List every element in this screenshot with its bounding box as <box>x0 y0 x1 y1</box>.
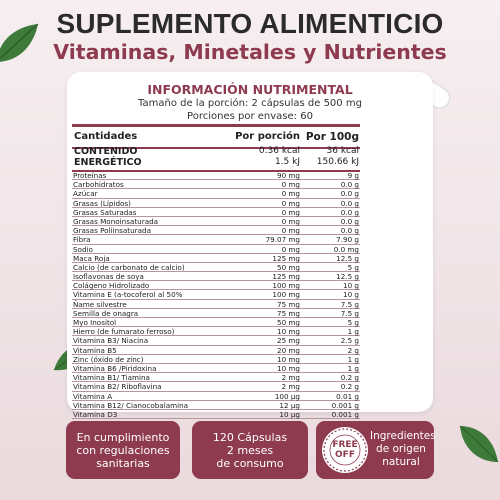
nutrient-portion: 100 µg <box>274 391 300 401</box>
table-row <box>72 382 360 391</box>
nutrient-name: Vitamina E (a-tocoferol al 50% <box>73 290 183 300</box>
nutrient-name: Carbohidratos <box>73 180 124 190</box>
energy-100g-kcal: 36 kcal <box>326 146 359 156</box>
table-row <box>72 401 360 410</box>
nutrient-per100: 0.0 g <box>340 226 359 236</box>
nutrient-per100: 2 g <box>347 345 359 355</box>
nutrient-per100: 0.0 g <box>340 198 359 208</box>
nutrient-name: Grasas (Lípidos) <box>73 198 131 208</box>
nutrient-name: Vitamina D3 <box>73 409 118 419</box>
table-row <box>72 392 360 401</box>
nutrient-portion: 20 mg <box>277 345 300 355</box>
nutrient-per100: 0.001 g <box>331 409 359 419</box>
nutrient-name: Hierro (de fumarato ferroso) <box>73 327 175 337</box>
table-row <box>72 189 360 198</box>
card-title: INFORMACIÓN NUTRIMENTAL <box>147 82 353 97</box>
table-row <box>72 410 360 419</box>
nutrient-portion: 2 mg <box>281 373 300 383</box>
nutrient-portion: 0 mg <box>281 180 300 190</box>
table-row <box>72 272 360 281</box>
table-row <box>72 208 360 217</box>
nutrient-name: Vitamina A <box>73 391 113 401</box>
nutrient-name: Colágeno Hidrolizado <box>73 281 150 291</box>
nutrient-name: Vitamina B1/ Tiamina <box>73 373 150 383</box>
nutrient-portion: 2 mg <box>281 382 300 392</box>
nutrient-name: Isoflavonas de soya <box>73 272 144 282</box>
nutrient-per100: 1 g <box>347 327 359 337</box>
table-row <box>72 309 360 318</box>
nutrient-per100: 7.90 g <box>336 235 359 245</box>
nutrient-per100: 0.0 g <box>340 189 359 199</box>
table-row <box>72 346 360 355</box>
nutrient-name: Vitamina B5 <box>73 345 117 355</box>
table-row <box>72 336 360 345</box>
table-row <box>72 245 360 254</box>
nutrient-per100: 5 g <box>347 318 359 327</box>
leaf-icon <box>456 422 500 466</box>
nutrient-per100: 0.0 mg <box>333 244 359 254</box>
nutrient-portion: 100 mg <box>272 290 300 300</box>
table-row <box>72 373 360 382</box>
free-off-badge: FREE OFF <box>322 427 368 473</box>
nutrient-name: Grasas Poliinsaturada <box>73 226 151 236</box>
table-row <box>72 327 360 336</box>
nutrient-per100: 7.5 g <box>340 308 359 318</box>
nutrient-per100: 2.5 g <box>340 336 359 346</box>
nutrient-name: Grasas Monoinsaturada <box>73 216 159 226</box>
nutrient-portion: 0 mg <box>281 226 300 236</box>
nutrient-portion: 10 mg <box>277 354 300 364</box>
nutrient-name: Myo Inositol <box>73 318 117 327</box>
col-name-header: Cantidades <box>74 131 138 142</box>
nutrient-portion: 50 mg <box>277 318 300 327</box>
table-row <box>72 318 360 327</box>
nutrient-per100: 1 g <box>347 354 359 364</box>
nutrient-per100: 12.5 g <box>336 253 359 263</box>
nutrient-table <box>72 171 360 419</box>
nutrient-per100: 0.01 g <box>336 391 359 401</box>
energy-100g-kj: 150.66 kJ <box>316 157 359 167</box>
col-portion-header: Por porción <box>235 131 300 142</box>
nutrient-per100: 0.2 g <box>340 373 359 383</box>
nutrient-portion: 79.07 mg <box>265 235 300 245</box>
nutrient-per100: 0.0 g <box>340 216 359 226</box>
nutrient-name: Semilla de onagra <box>73 308 139 318</box>
nutrient-name: Vitamina B2/ Riboflavina <box>73 382 162 392</box>
nutrient-portion: 10 mg <box>277 363 300 373</box>
nutrient-portion: 50 mg <box>277 262 300 272</box>
nutrient-portion: 0 mg <box>281 207 300 217</box>
nutrient-name: Proteínas <box>73 171 107 180</box>
serving-size: Tamaño de la porción: 2 cápsulas de 500 mg <box>138 98 362 109</box>
nutrient-per100: 10 g <box>343 281 359 291</box>
nutrient-portion: 10 µg <box>279 409 300 419</box>
nutrient-portion: 125 mg <box>272 253 300 263</box>
nutrient-portion: 75 mg <box>277 308 300 318</box>
nutrient-portion: 25 mg <box>277 336 300 346</box>
nutrient-name: Vitamina B3/ Niacina <box>73 336 149 346</box>
table-row <box>72 290 360 299</box>
nutrient-per100: 0.001 g <box>331 400 359 410</box>
table-row <box>72 300 360 309</box>
nutrient-per100: 0.0 g <box>340 207 359 217</box>
table-row <box>72 235 360 244</box>
nutrient-portion: 10 mg <box>277 327 300 337</box>
compliance-box: En cumplimiento con regulaciones sanitarias <box>66 421 180 479</box>
table-row <box>72 171 360 180</box>
nutrient-portion: 100 mg <box>272 281 300 291</box>
nutrient-portion: 0 mg <box>281 244 300 254</box>
nutrient-portion: 125 mg <box>272 272 300 282</box>
nutrient-name: Sodio <box>73 244 93 254</box>
nutrient-portion: 75 mg <box>277 299 300 309</box>
table-row <box>72 226 360 235</box>
table-row <box>72 199 360 208</box>
nutrient-portion: 12 µg <box>279 400 300 410</box>
table-row <box>72 254 360 263</box>
page-title: SUPLEMENTO ALIMENTICIO <box>56 8 444 39</box>
energy-portion-kcal: 0.36 kcal <box>258 146 300 156</box>
table-row <box>72 355 360 364</box>
nutrient-portion: 0 mg <box>281 198 300 208</box>
nutrient-per100: 12.5 g <box>336 272 359 282</box>
table-row <box>72 281 360 290</box>
nutrient-name: Fibra <box>73 235 91 245</box>
energy-label: CONTENIDO ENERGÉTICO <box>74 146 142 168</box>
nutrient-portion: 0 mg <box>281 189 300 199</box>
natural-origin-box: FREE OFF Ingredientes de origen natural <box>316 421 434 479</box>
table-row <box>72 180 360 189</box>
nutrient-name: Vitamina B12/ Cianocobalamina <box>73 400 189 410</box>
energy-row <box>72 146 360 172</box>
nutrient-name: Ñame silvestre <box>73 299 127 309</box>
table-row <box>72 217 360 226</box>
servings-per-container: Porciones por envase: 60 <box>187 111 313 122</box>
energy-portion-kj: 1.5 kJ <box>274 157 300 167</box>
nutrient-portion: 90 mg <box>277 171 300 180</box>
nutrient-per100: 10 g <box>343 290 359 300</box>
nutrient-name: Maca Roja <box>73 253 110 263</box>
nutrient-per100: 7.5 g <box>340 299 359 309</box>
table-row <box>72 364 360 373</box>
nutrient-name: Vitamina B6 /Piridoxina <box>73 363 157 373</box>
nutrient-per100: 1 g <box>347 363 359 373</box>
table-row <box>72 263 360 272</box>
nutrient-per100: 9 g <box>347 171 359 180</box>
nutrient-per100: 0.2 g <box>340 382 359 392</box>
nutrient-per100: 0.0 g <box>340 180 359 190</box>
page-subtitle: Vitaminas, Minetales y Nutrientes <box>53 40 447 64</box>
capsules-box: 120 Cápsulas 2 meses de consumo <box>192 421 308 479</box>
nutrient-portion: 0 mg <box>281 216 300 226</box>
col-100g-header: Por 100g <box>305 131 359 143</box>
nutrient-name: Grasas Saturadas <box>73 207 137 217</box>
nutrient-name: Azúcar <box>73 189 98 199</box>
nutrient-per100: 5 g <box>347 262 359 272</box>
nutrient-name: Zinc (óxido de zinc) <box>73 354 144 364</box>
nutrient-name: Calcio (de carbonato de calcio) <box>73 262 185 272</box>
